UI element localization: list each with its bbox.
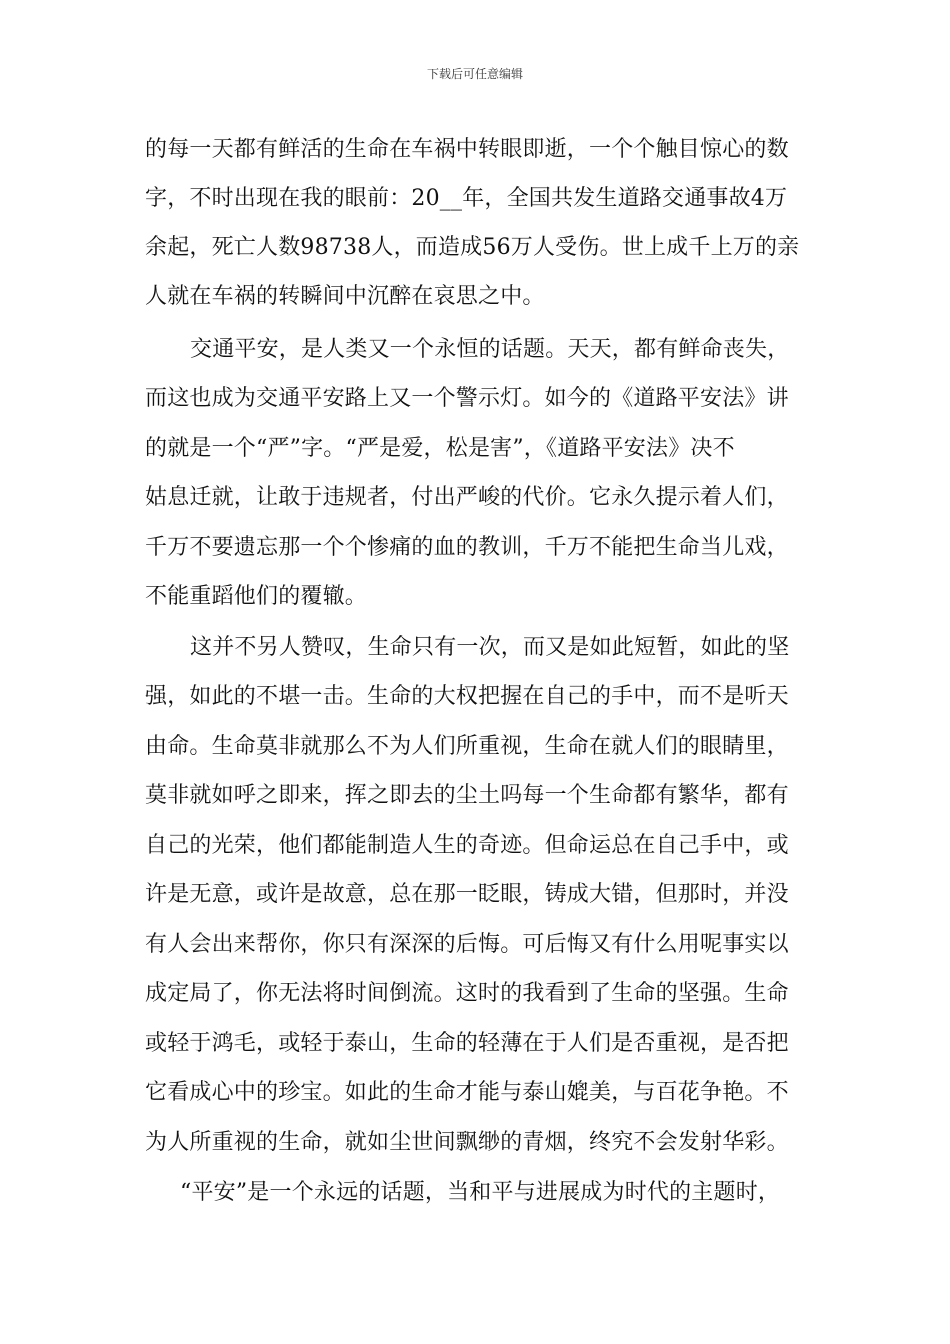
text-line: 许是无意，或许是故意，总在那一眨眼，铸成大错，但那时，并没 xyxy=(145,882,789,907)
text-line: 为人所重视的生命，就如尘世间飘缈的青烟，终究不会发射华彩。 xyxy=(145,1130,789,1155)
text-line: 或轻于鸿毛，或轻于泰山，生命的轻薄在于人们是否重视，是否把 xyxy=(145,1031,789,1056)
text-line: 不能重蹈他们的覆辙。 xyxy=(145,584,368,609)
paragraph-first-line: 交通平安，是人类又一个永恒的话题。天天，都有鲜命丧失， xyxy=(190,337,790,362)
text-line: 自己的光荣，他们都能制造人生的奇迹。但命运总在自己手中，或 xyxy=(145,833,789,858)
text-line: 有人会出来帮你，你只有深深的后悔。可后悔又有什么用呢事实以 xyxy=(145,932,789,957)
text-line: 由命。生命莫非就那么不为人们所重视，生命在就人们的眼睛里， xyxy=(145,734,789,759)
text-line: 余起，死亡人数98738人，而造成56万人受伤。世上成千上万的亲 xyxy=(145,235,800,260)
text-line: 而这也成为交通平安路上又一个警示灯。如今的《道路平安法》讲 xyxy=(145,386,789,411)
text-line: 莫非就如呼之即来，挥之即去的尘土吗每一个生命都有繁华，都有 xyxy=(145,783,789,808)
text-line: 千万不要遗忘那一个个惨痛的血的教训，千万不能把生命当儿戏， xyxy=(145,535,789,560)
text-line: 的每一天都有鲜活的生命在车祸中转眼即逝，一个个触目惊心的数 xyxy=(145,137,789,162)
text-line: 强，如此的不堪一击。生命的大权把握在自己的手中，而不是听天 xyxy=(145,684,789,709)
page-header: 下载后可任意编辑 xyxy=(426,67,523,81)
text-line: 成定局了，你无法将时间倒流。这时的我看到了生命的坚强。生命 xyxy=(145,981,789,1006)
text-line: 姑息迁就，让敢于违规者，付出严峻的代价。它永久提示着人们， xyxy=(145,485,789,510)
text-line: 的就是一个“严”字。“严是爱，松是害”，《道路平安法》决不 xyxy=(145,436,735,461)
text-line: 它看成心中的珍宝。如此的生命才能与泰山媲美，与百花争艳。不 xyxy=(145,1080,789,1105)
text-line: 人就在车祸的转瞬间中沉醉在哀思之中。 xyxy=(145,284,545,309)
paragraph-first-line: 这并不另人赞叹，生命只有一次，而又是如此短暂，如此的坚 xyxy=(190,635,790,660)
paragraph-first-line: “平安”是一个永远的话题，当和平与进展成为时代的主题时， xyxy=(180,1180,781,1205)
text-line: 字，不时出现在我的眼前：20__年，全国共发生道路交通事故4万 xyxy=(145,186,788,211)
